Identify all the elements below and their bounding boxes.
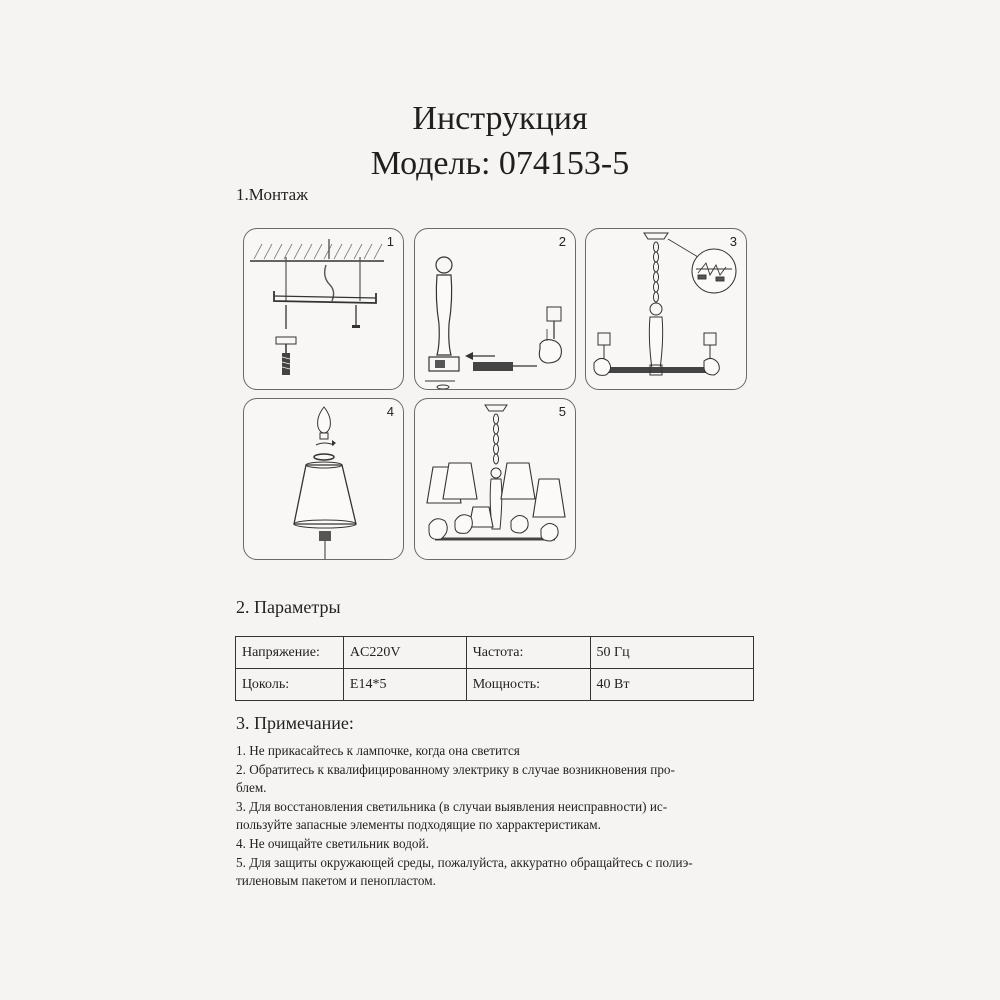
- mounting-step-3-panel: [585, 228, 747, 390]
- param-value-power: 40 Вт: [590, 669, 753, 701]
- table-row: [236, 669, 754, 701]
- param-value-socket: E14*5: [343, 669, 466, 701]
- mounting-step-4-panel: [243, 398, 404, 560]
- param-label-power: Мощность:: [466, 669, 590, 701]
- panel-number: 2: [558, 234, 566, 249]
- section-notes-heading: 3. Примечание:: [236, 713, 354, 733]
- section-mounting-heading: 1.Монтаж: [236, 185, 308, 204]
- lamp-shade-illustration: [244, 399, 404, 560]
- note-line: 4. Не очищайте светильник водой.: [236, 835, 429, 851]
- param-label-socket: Цоколь:: [236, 669, 344, 701]
- note-line: 5. Для защиты окружающей среды, пожалуйста, аккуратно обращайтесь с полиэ-: [236, 854, 693, 870]
- panel-number: 4: [386, 404, 394, 419]
- model-title: Модель: 074153-5: [370, 145, 630, 182]
- arm-connection-illustration: [415, 229, 576, 390]
- notes-list: [236, 742, 776, 891]
- assembled-chandelier-illustration: [415, 399, 576, 560]
- param-value-frequency: 50 Гц: [590, 637, 753, 669]
- note-line: 1. Не прикасайтесь к лампочке, когда она светится: [236, 743, 520, 758]
- document-title: Инструкция: [412, 100, 588, 137]
- note-line: 3. Для восстановления светильника (в случаи выявления неисправности) ис-: [236, 798, 668, 814]
- mounting-step-2-panel: [414, 228, 576, 390]
- mounting-step-1-panel: [243, 228, 404, 390]
- table-row: [236, 637, 754, 669]
- note-line: блем.: [236, 780, 267, 796]
- note-line: пользуйте запасные элементы подходящие по харрактеристикам.: [236, 817, 601, 833]
- section-parameters-heading: 2. Параметры: [236, 597, 341, 617]
- parameters-table: [235, 636, 754, 701]
- note-line: 2. Обратитесь к квалифицированному электрику в случае возникновения про-: [236, 761, 675, 777]
- hanging-assembly-illustration: [586, 229, 747, 390]
- param-value-voltage: AC220V: [343, 637, 466, 669]
- param-label-frequency: Частота:: [466, 637, 590, 669]
- param-label-voltage: Напряжение:: [236, 637, 344, 669]
- note-line: тиленовым пакетом и пенопластом.: [236, 873, 436, 889]
- mounting-step-5-panel: [414, 398, 576, 560]
- ceiling-mount-illustration: [244, 229, 404, 390]
- panel-number: 5: [558, 404, 566, 419]
- panel-number: 1: [386, 234, 394, 249]
- panel-number: 3: [729, 234, 737, 249]
